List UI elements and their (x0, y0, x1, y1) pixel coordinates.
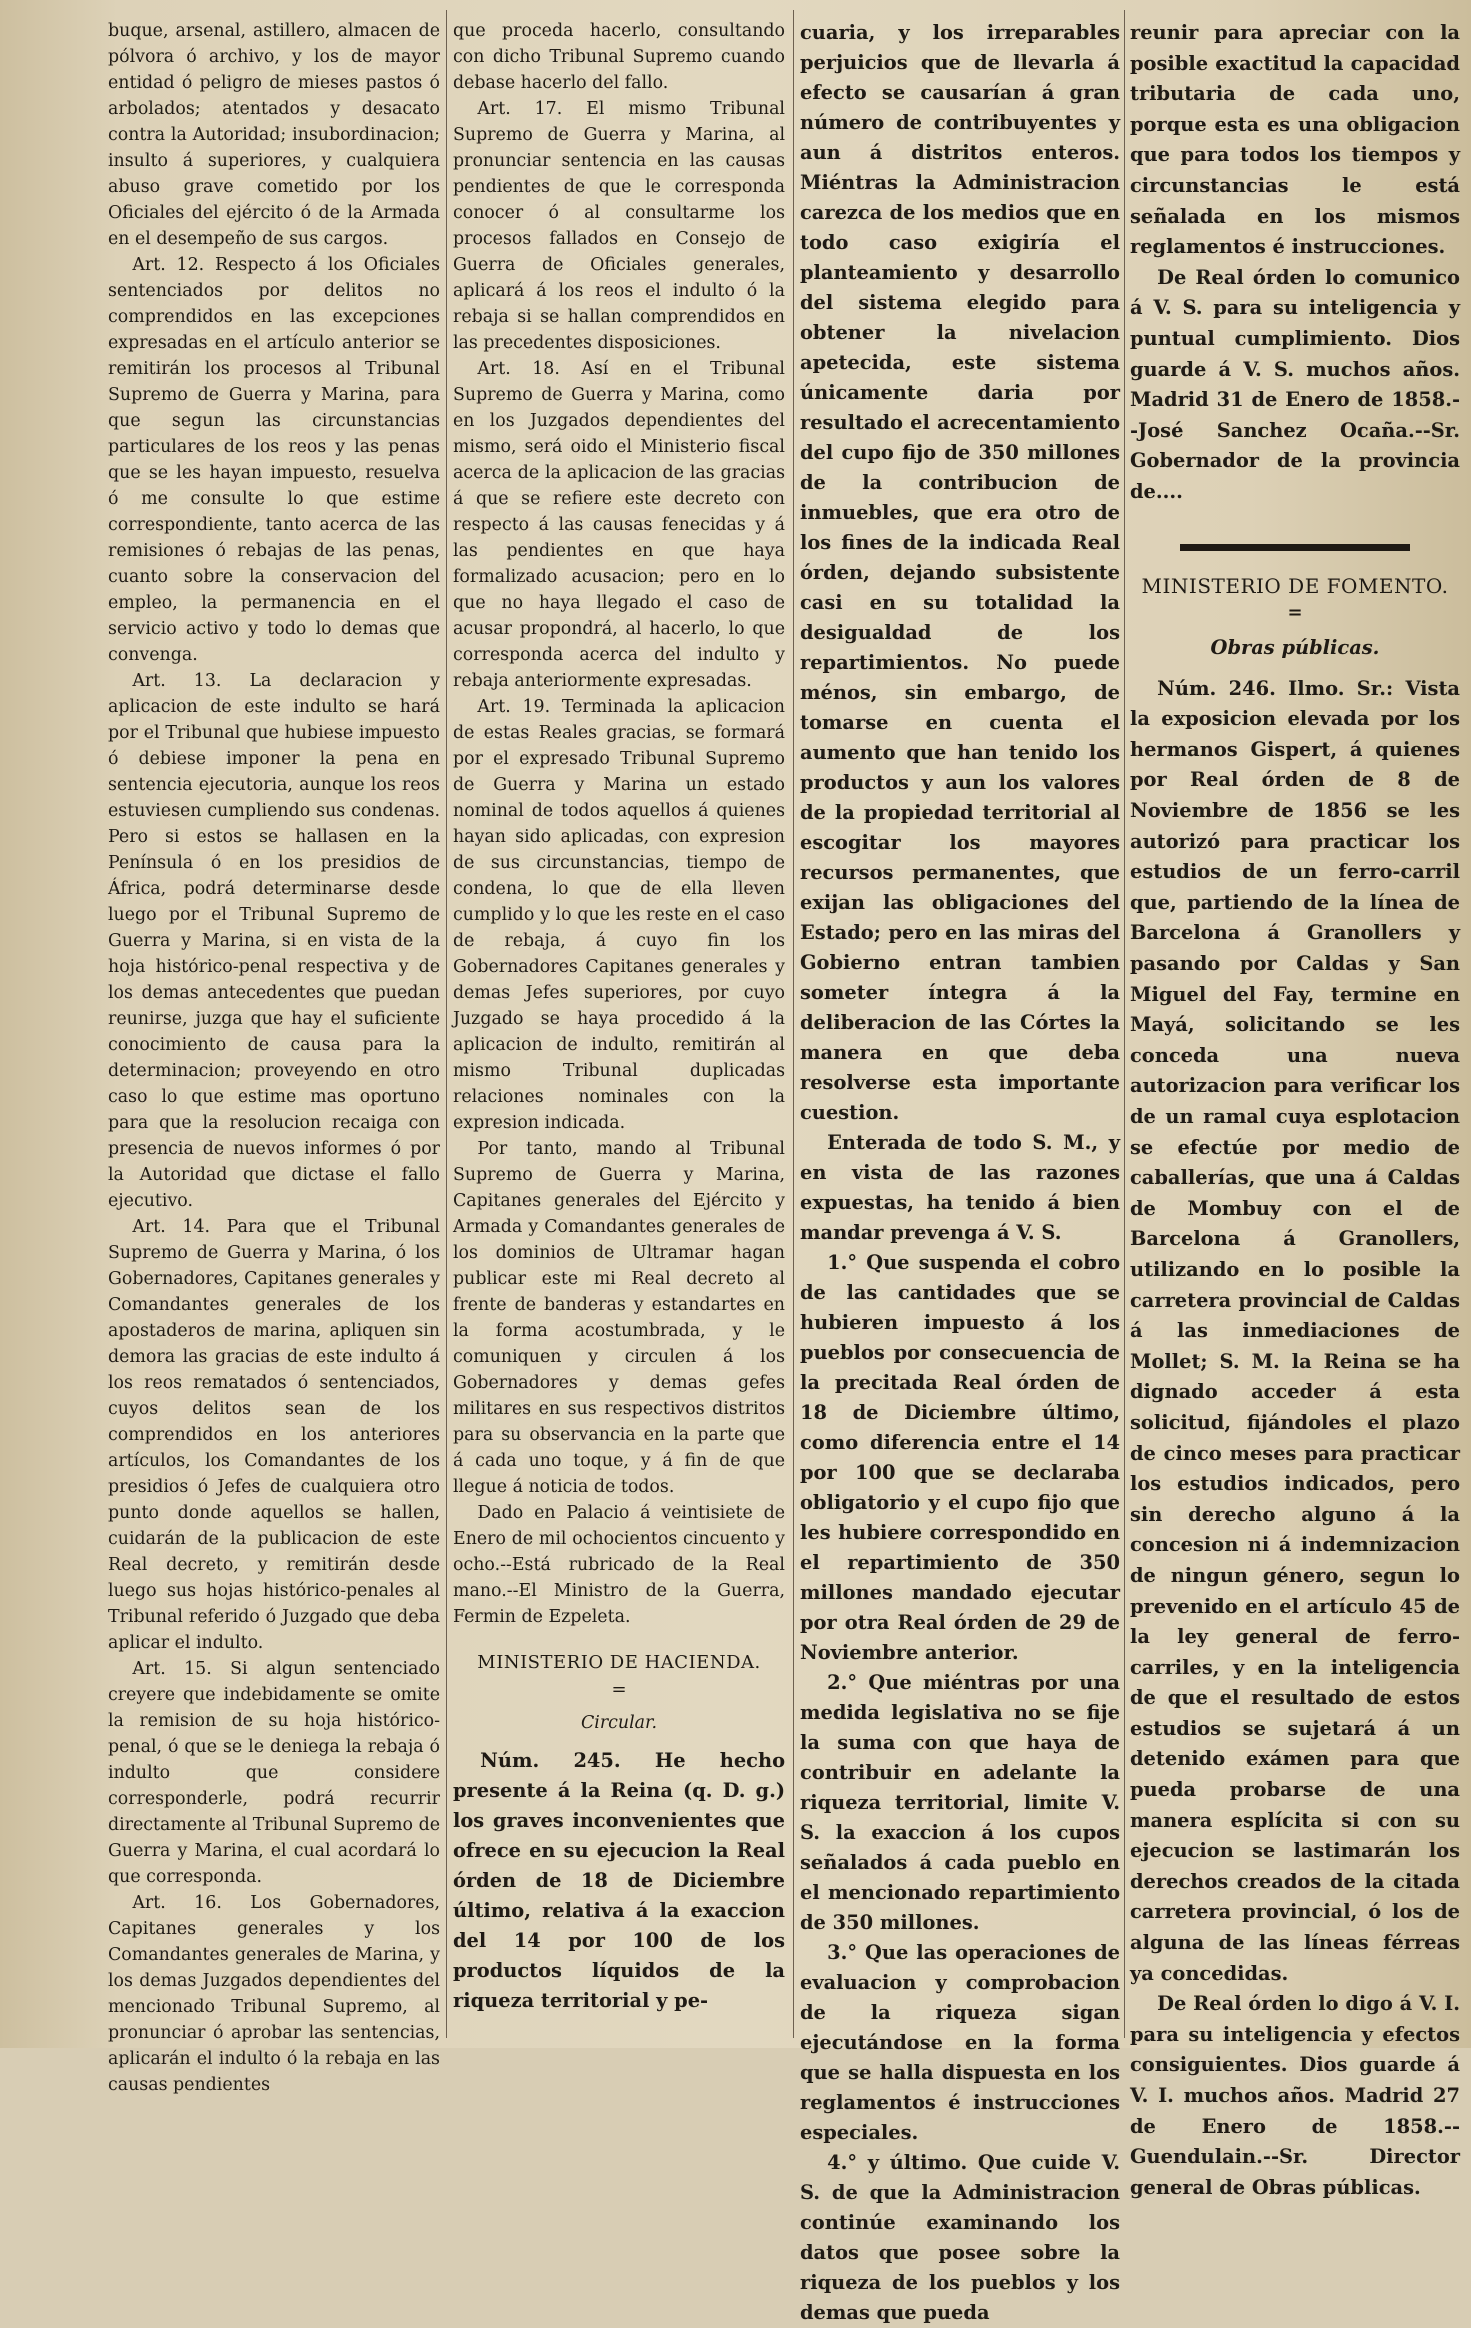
paragraph: cuaria, y los irreparables perjuicios que de llevarla á efecto se causarían á gran número de contribuyentes y aun á distritos enteros. Miéntras la Administracion carezca de los medios que en todo caso exigiría el planteamiento y desarrollo del sistema elegido para obtener la nivelacion apetecida, este sistema únicamente daria por resultado el acrecentamiento del cupo fijo de 350 millones de la contribucion de inmuebles, que era otro de los fines de la indicada Real órden, dejando subsistente casi en su totalidad la desigualdad de los repartimientos. No puede ménos, sin embargo, de tomarse en cuenta el aumento que han tenido los productos y aun los valores de la propiedad territorial al escogitar los mayores recursos permanentes, que exijan las obligaciones del Estado; pero en las miras del Gobierno entran tambien someter íntegra á la deliberacion de las Córtes la manera en que deba resolverse esta importante cuestion. (800, 21, 1120, 1124)
article-17: Art. 17. El mismo Tribunal Supremo de Guerra y Marina, al pronunciar sentencia en las causas pendientes de que le corresponda conocer ó al consultarme los procesos fallados en Consejo de Guerra de Oficiales generales, aplicará á los reos el indulto ó la rebaja si se hallan comprendidos en las precedentes disposiciones. (453, 99, 785, 353)
clause-4: 4.° y último. Que cuide V. S. de que la Administracion continúe examinando los datos que posee sobre la riqueza de los pueblos y los demas que pueda (800, 2151, 1120, 2324)
section-heading: MINISTERIO DE HACIENDA. (477, 1652, 761, 1673)
order-246: Núm. 246. Ilmo. Sr.: Vista la exposicion elevada por los hermanos Gispert, á quienes por Real órden de 8 de Noviembre de 1856 se les autorizó para practicar los estudios de un ferro-carril que, partiendo de la línea de Barcelona á Granollers y pasando por Caldas y San Miguel del Fay, termine en Mayá, solicitando se les conceda una nueva autorizacion para verificar los de un ramal cuya esplotacion se efectúe por medio de caballerías, que una á Caldas de Mombuy con el de Barcelona á Granollers, utilizando en lo posible la carretera provincial de Caldas á las inmediaciones de Mollet; S. M. la Reina se ha dignado acceder á esta solicitud, fijándoles el plazo de cinco meses para practicar los estudios indicados, pero sin derecho alguno á la concesion ni á indemnizacion de ningun género, segun lo prevenido en el artículo 45 de la ley general de ferro-carriles, y en la inteligencia de que el resultado de estos estudios se sujetará á un detenido exámen para que pueda probarse de una manera esplícita si con su ejecucion se lastimarán los derechos creados de la citada carretera provincial, ó los de alguna de las líneas férreas ya concedidas. (1130, 676, 1460, 1985)
paragraph: reunir para apreciar con la posible exactitud la capacidad tributaria de cada uno, porque esta es una obligacion que para todos los tiempos y circunstancias le está señalada en los mismos reglamentos é instrucciones. (1130, 21, 1460, 259)
column-divider (1124, 10, 1125, 2038)
clause-2: 2.° Que miéntras por una medida legislativa no se fije la suma con que haya de contribuir en adelante la riqueza territorial, limite V. S. la exaccion á los cupos señalados á cada pueblo en el mencionado repartimiento de 350 millones. (800, 1671, 1120, 1934)
section-rule (1180, 544, 1410, 551)
column-1 (108, 18, 440, 2095)
article-18: Art. 18. Así en el Tribunal Supremo de Guerra y Marina, como en los Juzgados dependientes del mismo, será oido el Ministerio fiscal acerca de la aplicacion de las gracias á que se refiere este decreto con respecto á las causas fenecidas y á las pendientes en que haya formalizado acusacion; pero en lo que no haya llegado el caso de acusar propondrá, al hacerlo, lo que corresponda acerca del indulto y rebaja anteriormente expresadas. (453, 359, 785, 691)
column-3 (800, 18, 1120, 2324)
column-divider (446, 10, 447, 2038)
article-19: Art. 19. Terminada la aplicacion de estas Reales gracias, se formará por el expresado Tribunal Supremo de Guerra y Marina un estado nominal de todos aquellos á quienes hayan sido aplicadas, con expresion de sus circunstancias, tiempo de condena, lo que de ella lleven cumplido y lo que les reste en el caso de rebaja, á cuyo fin los Gobernadores Capitanes generales y demas Jefes superiores, por cuyo Juzgado se haya procedido á la aplicacion de indulto, remitirán al mismo Tribunal duplicadas relaciones nominales con la expresion indicada. (453, 697, 785, 1133)
article-13: Art. 13. La declaracion y aplicacion de este indulto se hará por el Tribunal que hubiese impuesto ó debiese imponer la pena en sentencia ejecutoria, aunque los reos estuviesen cumpliendo sus condenas. Pero si estos se hallasen en la Península ó en los presidios de África, podrá determinarse desde luego por el Tribunal Supremo de Guerra y Marina, si en vista de la hoja histórico-penal respectiva y de los demas antecedentes que puedan reunirse, juzga que hay el suficiente conocimiento de causa para la determinacion; proveyendo en otro caso lo que estime mas oportuno para que la resolucion recaiga con presencia de nuevos informes ó por la Autoridad que dictase el fallo ejecutivo. (108, 671, 440, 1211)
column-2 (453, 18, 785, 2034)
column-4 (1130, 18, 1460, 2199)
clause-3: 3.° Que las operaciones de evaluacion y comprobacion de la riqueza sigan ejecutándose en la forma que se halla dispuesta en los reglamentos é instrucciones especiales. (800, 1941, 1120, 2144)
circular-245: Núm. 245. He hecho presente á la Reina (q. D. g.) los graves inconvenientes que ofrece en su ejecucion la Real órden de 18 de Diciembre último, relativa á la exaccion del 14 por 100 de los productos líquidos de la riqueza territorial y pe- (453, 1749, 785, 2012)
section-heading: MINISTERIO DE FOMENTO. (1141, 573, 1449, 598)
signature-paragraph: De Real órden lo comunico á V. S. para su inteligencia y puntual cumplimiento. Dios guarde á V. S. muchos años. Madrid 31 de Enero de 1858.--José Sanchez Ocaña.--Sr. Gobernador de la provincia de.... (1130, 265, 1460, 503)
signature-paragraph: De Real órden lo digo á V. I. para su inteligencia y efectos consiguientes. Dios guarde á V. I. muchos años. Madrid 27 de Enero de 1858.--Guendulain.--Sr. Director general de Obras públicas. (1130, 1992, 1460, 2199)
heading-rule: = (611, 1679, 627, 1700)
heading-rule: = (1287, 602, 1303, 624)
column-divider (793, 10, 794, 2038)
section-subheading: Circular. (581, 1713, 657, 1733)
article-16: Art. 16. Los Gobernadores, Capitanes generales y los Comandantes generales de Marina, y los demas Juzgados dependientes del mencionado Tribunal Supremo, al pronunciar ó aprobar las sentencias, aplicarán el indulto ó la rebaja en las causas pendientes (108, 1893, 440, 2095)
paragraph: que proceda hacerlo, consultando con dicho Tribunal Supremo cuando debase hacerlo del fallo. (453, 21, 785, 93)
clause-1: 1.° Que suspenda el cobro de las cantidades que se hubieren impuesto á los pueblos por consecuencia de la precitada Real órden de 18 de Diciembre último, como diferencia entre el 14 por 100 que se declaraba obligatorio y el cupo fijo que les hubiere correspondido en el repartimiento de 350 millones mandado ejecutar por otra Real órden de 29 de Noviembre anterior. (800, 1251, 1120, 1664)
paragraph: Por tanto, mando al Tribunal Supremo de Guerra y Marina, Capitanes generales del Ejército y Armada y Comandantes generales de los dominios de Ultramar hagan publicar este mi Real decreto al frente de banderas y estandartes en la forma acostumbrada, y le comuniquen y circulen á los Gobernadores y demas gefes militares en sus respectivos distritos para su observancia en la parte que á cada uno toque, y á fin de que llegue á noticia de todos. (453, 1139, 785, 1497)
article-12: Art. 12. Respecto á los Oficiales sentenciados por delitos no comprendidos en las excepciones expresadas en el artículo anterior se remitirán los procesos al Tribunal Supremo de Guerra y Marina, para que segun las circunstancias particulares de los reos y las penas que se les hayan impuesto, resuelva ó me consulte lo que estime correspondiente, tanto acerca de las remisiones ó rebajas de las penas, cuanto sobre la conservacion del empleo, la permanencia en el servicio activo y todo lo demas que convenga. (108, 255, 440, 665)
paragraph: Enterada de todo S. M., y en vista de las razones expuestas, ha tenido á bien mandar prevenga á V. S. (800, 1131, 1120, 1244)
article-14: Art. 14. Para que el Tribunal Supremo de Guerra y Marina, ó los Gobernadores, Capitanes generales y Comandantes generales de los apostaderos de marina, apliquen sin demora las gracias de este indulto á los reos rematados ó sentenciados, cuyos delitos sean de los comprendidos en los anteriores artículos, los Comandantes de los presidios ó Jefes de cualquiera otro punto donde aquellos se hallen, cuidarán de la publicacion de este Real decreto, y remitirán desde luego sus hojas histórico-penales al Tribunal referido ó Juzgado que deba aplicar el indulto. (108, 1217, 440, 1653)
section-subheading: Obras públicas. (1210, 636, 1380, 660)
article-15: Art. 15. Si algun sentenciado creyere que indebidamente se omite la remision de su hoja histórico-penal, ó que se le deniega la rebaja ó indulto que considere corresponderle, podrá recurrir directamente al Tribunal Supremo de Guerra y Marina, el cual acordará lo que corresponda. (108, 1659, 440, 1887)
paragraph: buque, arsenal, astillero, almacen de pólvora ó archivo, y los de mayor entidad ó peligro de mieses pastos ó arbolados; atentados y desacato contra la Autoridad; insubordinacion; insulto á superiores, y cualquiera abuso grave cometido por los Oficiales del ejército ó de la Armada en el desempeño de sus cargos. (108, 21, 440, 249)
signature-paragraph: Dado en Palacio á veintisiete de Enero de mil ochocientos cincuento y ocho.--Está rubricado de la Real mano.--El Ministro de la Guerra, Fermin de Ezpeleta. (453, 1503, 785, 1627)
